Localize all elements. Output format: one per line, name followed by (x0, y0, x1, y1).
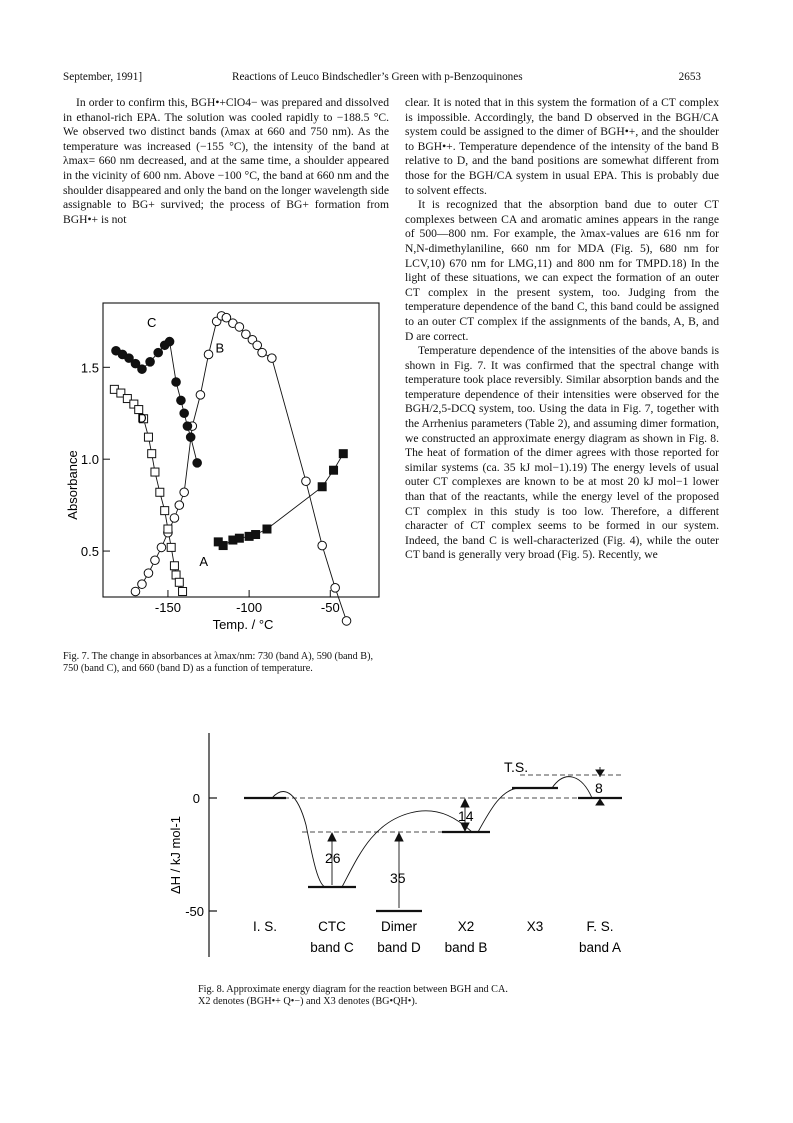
data-point-D (167, 543, 175, 551)
series-line-A (218, 454, 343, 546)
arrow-8-head-bottom (596, 799, 604, 805)
data-point-D (170, 562, 178, 570)
data-point-B (302, 477, 311, 486)
right-paragraph-2: It is recognized that the absorption band due to outer CT complexes between CA and aromatic amines appears in the range of 500—800 nm. For example, the λmax-values are 616 nm for N,N-dimethylaniline, 660 nm for MDA (Fig. 5), 680 nm for LCV,10) 670 nm for LMG,11) and 800 nm for TMPD.18) In the light of these situations, we can expect the formation of an outer CT complex in the present system, too. Judging from the temperature dependence of the band C, this band could be assigned to an outer CT complex if the assignments of the bands, A, B, and D are correct. (405, 198, 719, 343)
data-point-D (179, 587, 187, 595)
state-sub-dimer: band D (377, 940, 421, 955)
data-point-B (131, 587, 140, 596)
plot-frame (103, 303, 379, 597)
data-point-D (144, 433, 152, 441)
data-point-B (144, 569, 153, 578)
page-number: 2653 (678, 71, 701, 83)
data-point-B (342, 617, 351, 626)
y-tick-label-0: 0 (192, 791, 200, 806)
path-x2-x3 (478, 788, 520, 832)
data-point-A (339, 450, 347, 458)
annotation-35: 35 (390, 870, 406, 886)
data-point-B (180, 488, 189, 497)
path-ctc-x2 (342, 811, 472, 887)
state-label-is: I. S. (252, 919, 278, 934)
data-point-B (175, 501, 184, 510)
state-label-x3: X3 (526, 919, 544, 934)
data-point-A (219, 542, 227, 550)
data-point-D (151, 468, 159, 476)
y-tick-label: 1.5 (80, 360, 99, 376)
data-point-B (235, 323, 244, 332)
figure-7-caption: Fig. 7. The change in absorbances at λmax/nm: 730 (band A), 590 (band B), 750 (band C), and 660 (band D) as a function of temperature. (63, 651, 374, 675)
x-tick-label: -50 (320, 600, 340, 615)
right-column (405, 96, 719, 563)
figure-8-caption-line-2: X2 denotes (BGH•+ Q•−) and X3 denotes (BG•QH•). (198, 996, 418, 1008)
band-label-B: B (215, 340, 225, 356)
figure-8-caption-line-1: Fig. 8. Approximate energy diagram for the reaction between BGH and CA. (198, 984, 508, 995)
data-point-B (196, 391, 205, 400)
band-label-A: A (199, 553, 208, 569)
data-point-C (193, 459, 202, 468)
data-point-C (172, 378, 181, 387)
band-label-C: C (147, 314, 157, 330)
state-sub-fs: band A (578, 940, 622, 955)
annotation-ts: T.S. (504, 759, 529, 775)
right-paragraph-3: Temperature dependence of the intensities of the above bands is shown in Fig. 7. It was confirmed that the spectral change with temperature took place reversibly. Similar absorption bands and the temperature dependence of their intensities were observed for the BGH/2,5-DCQ system, too. Using the data in Fig. 7, together with the Arrhenius parameters (Table 2), and assuming dimer formation, we constructed an approximate energy diagram as shown in Fig. 8. The heat of formation of the dimer agrees with those reported for similar systems (ca. 35 kJ mol−1).19) The energy levels of usual outer CT complexes are known to be at most 20 kJ mol−1 lower than that of the reactants, while the energy level of the proposed CT complex in this study is too low. Therefore, a different character of CT complex seems to be formed in our system. Indeed, the band C is well-characterized (Fig. 4), while the outer CT band is generally very broad (Fig. 5). Recently, we (405, 344, 719, 562)
right-paragraph-1: clear. It is noted that in this system the formation of a CT complex is impossible. Accordingly, the band D observed in the BGH/CA system could be assigned to the dimer of BGH•+, and the shoulder to BGH•+. Temperature dependence of the intensity of the band B relative to D, and the band positions are somewhat different from those for the BGH/CA system in usual EPA. This is probably due to solvent effects. (405, 96, 719, 197)
data-point-C (165, 337, 174, 346)
y-tick-label: 1.0 (80, 452, 99, 468)
data-point-A (235, 534, 243, 542)
data-point-B (138, 580, 147, 589)
x-axis-label: Temp. / °C (212, 617, 274, 632)
left-column (63, 96, 389, 227)
data-point-C (138, 365, 147, 374)
y-tick-label: 0.5 (80, 544, 99, 560)
data-point-D (164, 525, 172, 533)
annotation-14: 14 (458, 808, 474, 824)
arrow-26-head (328, 833, 336, 841)
running-head-title: Reactions of Leuco Bindschedler’s Green with p-Benzoquinones (232, 71, 523, 83)
path-is-ctc (272, 792, 326, 887)
arrow-14-head-bottom (461, 823, 469, 831)
y-axis-label: Absorbance (65, 450, 80, 520)
data-point-D (175, 578, 183, 586)
data-point-D (148, 450, 156, 458)
data-point-C (177, 396, 186, 405)
data-point-A (252, 531, 260, 539)
data-point-A (263, 525, 271, 533)
x-tick-label: -100 (236, 600, 263, 615)
y-tick-label-minus-50: -50 (185, 904, 204, 919)
arrow-14-head-top (461, 799, 469, 807)
data-point-C (180, 409, 189, 418)
running-head-date: September, 1991] (63, 71, 143, 83)
data-point-D (172, 571, 180, 579)
x-tick-label: -150 (154, 600, 181, 615)
annotation-8: 8 (595, 780, 603, 796)
y-axis-label: ΔH / kJ mol-1 (168, 815, 183, 895)
data-point-A (318, 483, 326, 491)
arrow-35-head (395, 833, 403, 841)
data-point-C (154, 348, 163, 357)
figure-8-caption (198, 984, 618, 1008)
figure-8-diagram (160, 725, 640, 965)
data-point-B (170, 514, 179, 523)
data-point-B (151, 556, 160, 565)
annotation-26: 26 (325, 850, 341, 866)
figure-7-chart (55, 295, 395, 635)
data-point-D (156, 488, 164, 496)
band-label-D: D (137, 410, 147, 426)
data-point-B (318, 541, 327, 550)
data-point-B (204, 350, 213, 359)
data-point-D (161, 507, 169, 515)
data-point-B (331, 584, 340, 593)
data-point-B (157, 543, 166, 552)
left-paragraph-1: In order to confirm this, BGH•+ClO4− was prepared and dissolved in ethanol-rich EPA. The solution was cooled rapidly to −188.5 °C. We observed two distinct bands (λmax at 660 and 750 nm). As the temperature was increased (−155 °C), the intensity of the band at λmax= 660 nm decreased, and at the same time, a shoulder appeared in the vicinity of 600 nm. Above −100 °C, the band at 660 nm and the shoulder disappeared and only the band on the longer wavelength side assignable to BG+ survived; the process of BG+ formation from BGH•+ is not (63, 96, 389, 226)
state-sub-ctc: band C (310, 940, 354, 955)
data-point-B (258, 348, 267, 357)
state-label-dimer: Dimer (381, 919, 417, 934)
data-point-B (268, 354, 277, 363)
series-line-D (114, 389, 182, 591)
state-label-x2: X2 (457, 919, 475, 934)
data-point-C (186, 433, 195, 442)
data-point-C (183, 422, 192, 431)
state-label-fs: F. S. (586, 919, 614, 934)
data-point-C (146, 358, 155, 367)
series-line-B (136, 316, 347, 621)
state-label-ctc: CTC (318, 919, 346, 934)
data-point-A (330, 466, 338, 474)
state-sub-x2: band B (444, 940, 488, 955)
